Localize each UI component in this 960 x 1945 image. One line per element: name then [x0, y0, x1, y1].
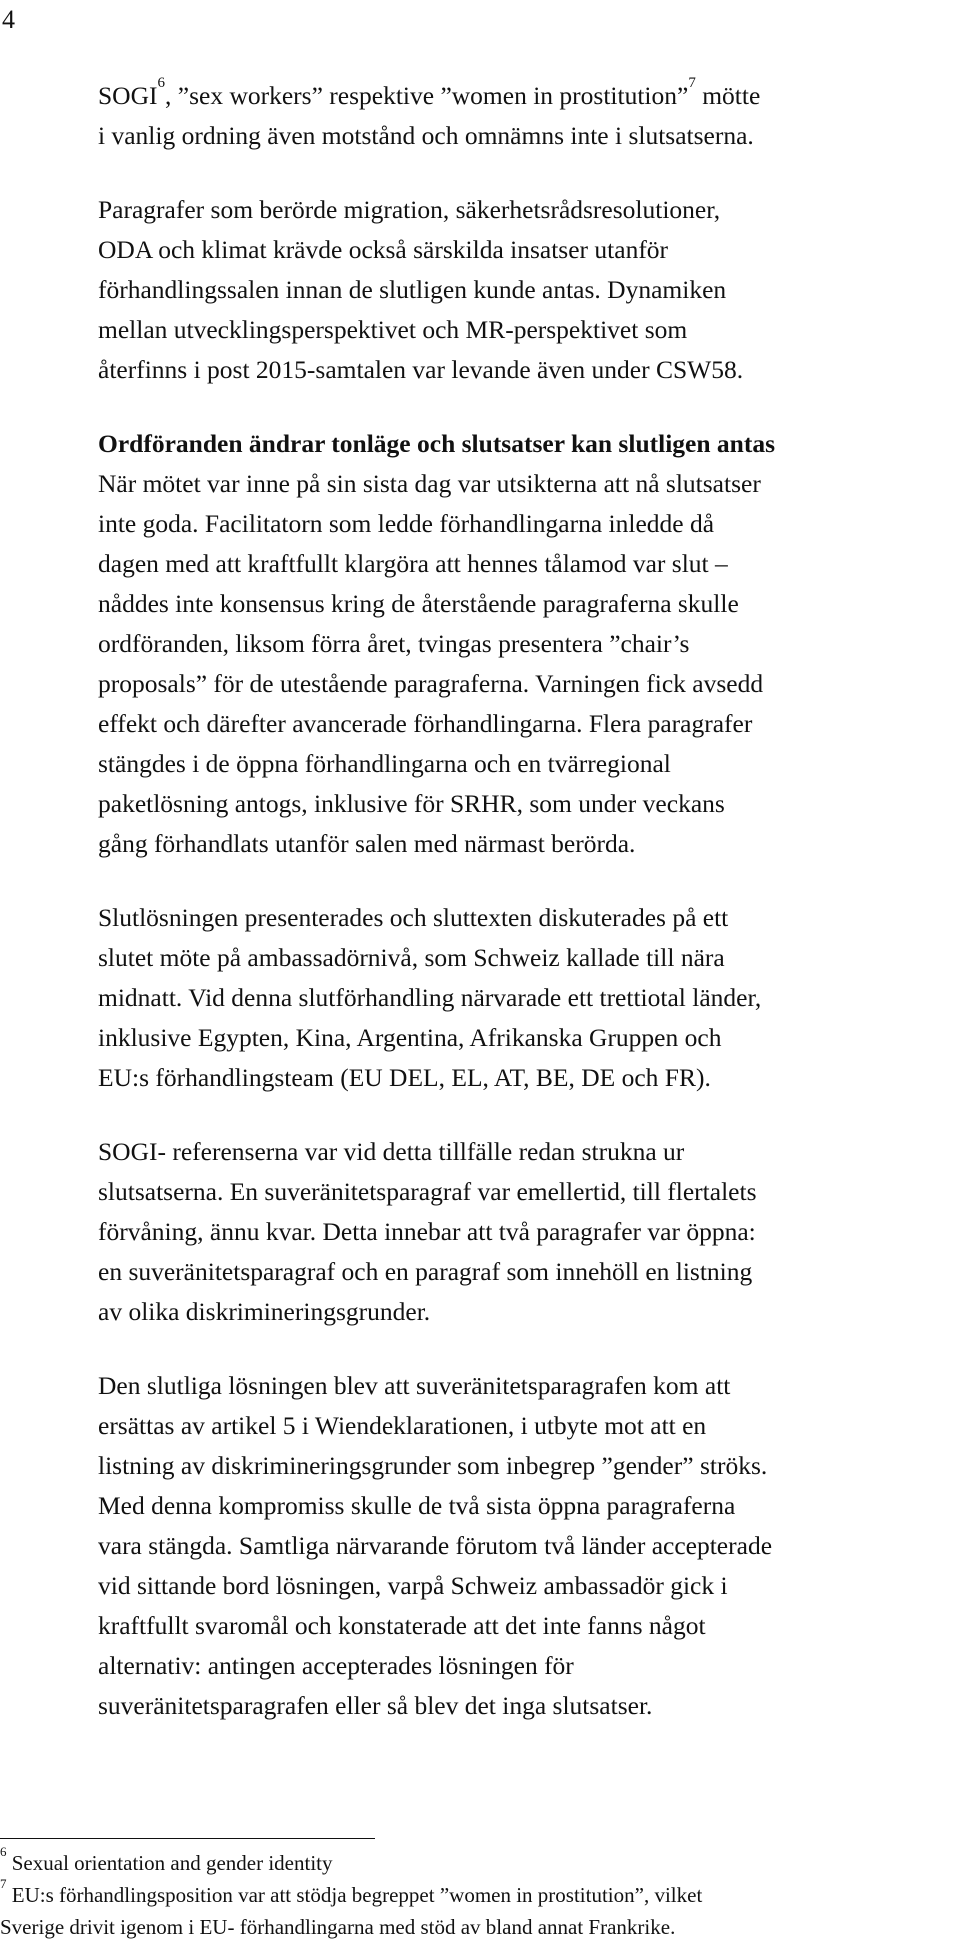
footnote-marker: 7 [0, 1876, 7, 1891]
paragraph-text: SOGI [98, 81, 158, 110]
main-text [98, 76, 960, 1760]
paragraph-sogi-references: SOGI- referenserna var vid detta tillfälle redan strukna ur slutsatserna. En suveränitetsparagraf var emellertid, till flertalets förvåning, ännu kvar. Detta innebar att två paragrafer var öppna: en suveränitetsparagraf och en paragraf som innehöll en listning av olika diskrimineringsgrunder. [98, 1137, 757, 1326]
paragraph-text: , ”sex workers” respektive ”women in prostitution” [165, 81, 689, 110]
paragraph-sogi [98, 76, 960, 156]
footnote-marker: 6 [0, 1844, 7, 1859]
section-heading: Ordföranden ändrar tonläge och slutsatser kan slutligen antas [98, 429, 776, 458]
page-number: 4 [2, 5, 15, 34]
footnote-text: Sexual orientation and gender identity [6, 1851, 333, 1875]
paragraph-final-solution: Slutlösningen presenterades och sluttexten diskuterades på ett slutet möte på ambassadörnivå, som Schweiz kallade till nära midnatt. Vid denna slutförhandling närvarade ett trettiotal länder, inklusive Egypten, Kina, Argentina, Afrikanska Gruppen och EU:s förhandlingsteam (EU DEL, EL, AT, BE, DE och FR). [98, 903, 762, 1092]
footnote-7 [0, 1876, 960, 1943]
paragraph-compromise: Den slutliga lösningen blev att suveränitetsparagrafen kom att ersättas av artikel 5 i Wiendeklarationen, i utbyte mot att en listning av diskrimineringsgrunder som inbegrep ”gender” ströks. Med denna kompromiss skulle de två sista öppna paragraferna vara stängda. Samtliga närvarande förutom två länder accepterade vid sittande bord lösningen, varpå Schweiz ambassadör gick i kraftfullt svaromål och konstaterade att det inte fanns något alternativ: antingen accepterades lösningen för suveränitetsparagrafen eller så blev det inga slutsatser. [98, 1371, 773, 1720]
footnote-divider [0, 1838, 375, 1839]
footnotes [0, 1844, 960, 1943]
paragraph-text: mötte i vanlig ordning även motstånd och omnämns inte i slutsatserna. [98, 81, 761, 150]
footnote-ref-7[interactable]: 7 [688, 74, 696, 91]
footnote-6 [0, 1844, 960, 1879]
footnote-text: EU:s förhandlingsposition var att stödja begreppet ”women in prostitution”, vilket Sverige drivit igenom i EU- förhandlingarna med stöd av bland annat Frankrike. [0, 1883, 703, 1939]
paragraph-migration: Paragrafer som berörde migration, säkerhetsrådsresolutioner, ODA och klimat krävde också särskilda insatser utanför förhandlingssalen innan de slutligen kunde antas. Dynamiken mellan utvecklingsperspektivet och MR-perspektivet som återfinns i post 2015-samtalen var levande även under CSW58. [98, 195, 744, 384]
paragraph-last-day: När mötet var inne på sin sista dag var utsikterna att nå slutsatser inte goda. Facilitatorn som ledde förhandlingarna inledde då dagen med att kraftfullt klargöra att hennes tålamod var slut – nåddes inte konsensus kring de återstående paragraferna skulle ordföranden, liksom förra året, tvingas presentera ”chair’s proposals” för de utestående paragraferna. Varningen fick avsedd effekt och därefter avancerade förhandlingarna. Flera paragrafer stängdes i de öppna förhandlingarna och en tvärregional paketlösning antogs, inklusive för SRHR, som under veckans gång förhandlats utanför salen med närmast berörda. [98, 469, 764, 858]
footnote-ref-6[interactable]: 6 [157, 74, 166, 91]
